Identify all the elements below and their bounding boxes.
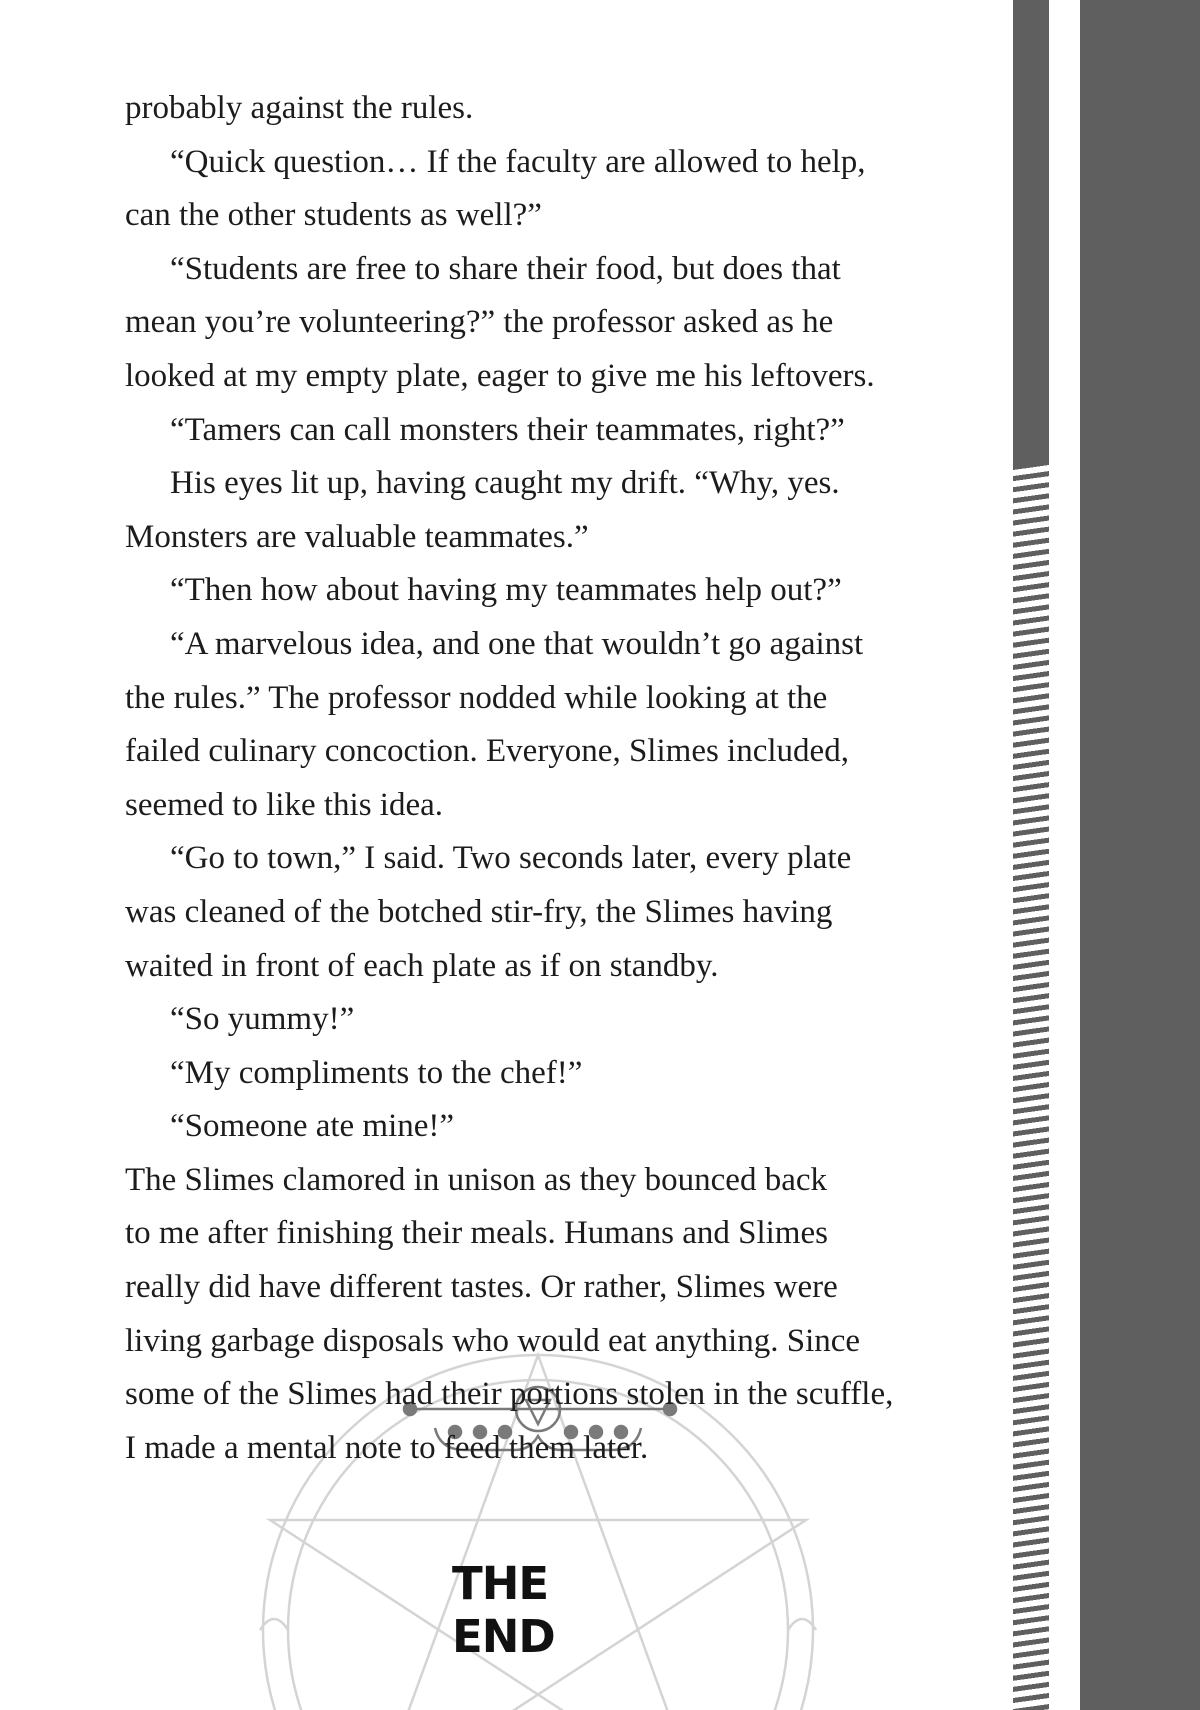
text-line: to me after finishing their meals. Humans and Slimes bbox=[125, 1215, 828, 1252]
text-line: seemed to like this idea. bbox=[125, 786, 443, 823]
text-line: looked at my empty plate, eager to give me his leftovers. bbox=[125, 357, 875, 394]
text-line: “My compliments to the chef!” bbox=[170, 1054, 583, 1091]
text-line: “Go to town,” I said. Two seconds later, every plate bbox=[170, 840, 852, 877]
decorative-bar-striped bbox=[1013, 465, 1049, 1710]
text-line: “Then how about having my teammates help out?” bbox=[170, 572, 842, 609]
text-line: really did have different tastes. Or rather, Slimes were bbox=[125, 1269, 838, 1306]
text-line: The Slimes clamored in unison as they bounced back bbox=[125, 1161, 827, 1198]
text-line: the rules.” The professor nodded while looking at the bbox=[125, 679, 828, 716]
text-line: “Tamers can call monsters their teammates, right?” bbox=[170, 411, 845, 448]
text-line: living garbage disposals who would eat anything. Since bbox=[125, 1322, 861, 1359]
decorative-edge-bar bbox=[1080, 0, 1200, 1710]
body-text bbox=[125, 82, 995, 1475]
text-line: Monsters are valuable teammates.” bbox=[125, 518, 589, 555]
text-line: failed culinary concoction. Everyone, Slimes included, bbox=[125, 733, 849, 770]
the-end-label: THE END bbox=[452, 1557, 555, 1663]
text-line: probably against the rules. bbox=[125, 90, 474, 126]
text-line: can the other students as well?” bbox=[125, 197, 542, 234]
text-line: waited in front of each plate as if on standby. bbox=[125, 947, 719, 984]
text-line: “So yummy!” bbox=[170, 1001, 355, 1038]
text-line: His eyes lit up, having caught my drift. “Why, yes. bbox=[170, 465, 840, 502]
text-line: some of the Slimes had their portions stolen in the scuffle, bbox=[125, 1376, 894, 1413]
text-line: I made a mental note to feed them later. bbox=[125, 1429, 649, 1466]
text-line: “Quick question… If the faculty are allowed to help, bbox=[170, 143, 866, 180]
text-line: mean you’re volunteering?” the professor asked as he bbox=[125, 304, 834, 341]
text-line: “Students are free to share their food, but does that bbox=[170, 250, 841, 287]
text-line: “A marvelous idea, and one that wouldn’t go against bbox=[170, 625, 864, 662]
decorative-bar-solid bbox=[1013, 0, 1049, 465]
text-line: “Someone ate mine!” bbox=[170, 1108, 455, 1145]
text-line: was cleaned of the botched stir-fry, the Slimes having bbox=[125, 893, 833, 930]
